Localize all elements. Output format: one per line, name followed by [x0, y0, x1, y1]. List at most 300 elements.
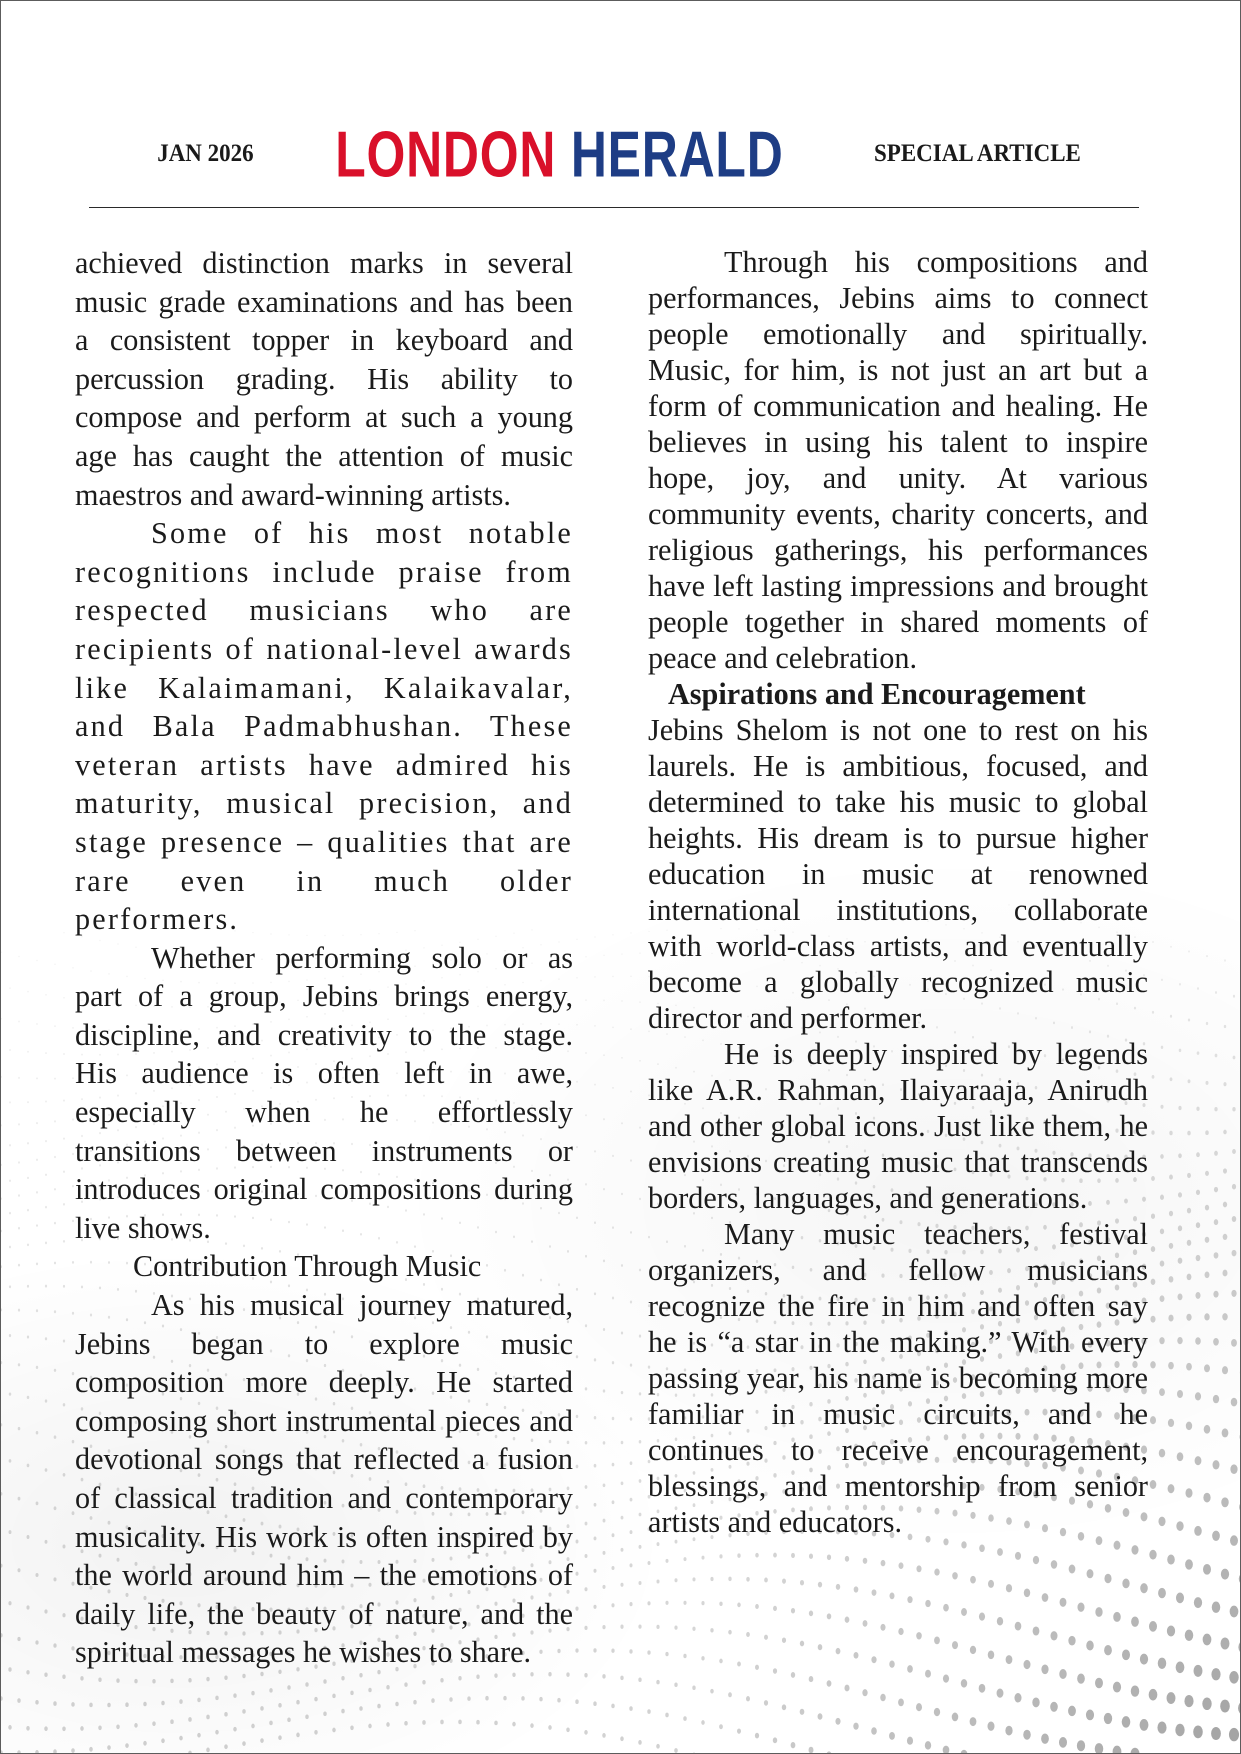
halftone-dot: [8, 1667, 11, 1671]
halftone-dot: [925, 1741, 931, 1750]
halftone-dot: [1205, 1237, 1210, 1243]
halftone-dot: [621, 1481, 624, 1485]
halftone-dot: [143, 1702, 146, 1707]
halftone-dot: [1188, 950, 1190, 952]
halftone-dot: [1231, 1398, 1237, 1407]
halftone-dot: [206, 1677, 209, 1681]
halftone-dot: [1195, 1292, 1200, 1299]
halftone-dot: [1178, 1106, 1181, 1110]
halftone-dot: [1069, 1565, 1076, 1574]
halftone-dot: [395, 1702, 398, 1707]
halftone-dot: [997, 1689, 1004, 1698]
halftone-dot: [332, 1694, 335, 1699]
halftone-dot: [45, 1337, 47, 1340]
halftone-dot: [269, 1688, 272, 1693]
halftone-dot: [557, 1698, 560, 1703]
halftone-dot: [1213, 1291, 1218, 1298]
halftone-dot: [18, 1264, 20, 1267]
halftone-dot: [350, 1691, 353, 1696]
halftone-dot: [1050, 1631, 1057, 1640]
halftone-dot: [72, 1153, 74, 1155]
halftone-dot: [639, 952, 640, 954]
halftone-dot: [584, 1673, 587, 1677]
halftone-dot: [9, 1530, 12, 1534]
halftone-dot: [242, 1709, 245, 1714]
halftone-dot: [594, 1150, 596, 1152]
halftone-dot: [72, 1312, 74, 1315]
halftone-dot: [764, 1700, 768, 1706]
halftone-dot: [1, 1164, 2, 1166]
halftone-dot: [1185, 1630, 1194, 1641]
halftone-dot: [1169, 1211, 1173, 1217]
halftone-dot: [1, 951, 2, 953]
halftone-dot: [72, 1372, 74, 1375]
halftone-dot: [1185, 1488, 1192, 1497]
halftone-dot: [1068, 1706, 1076, 1717]
halftone-dot: [314, 1697, 317, 1702]
halftone-dot: [1211, 1727, 1221, 1740]
halftone-dot: [1167, 1692, 1176, 1704]
halftone-dot: [566, 1727, 570, 1732]
halftone-dot: [1206, 1022, 1208, 1025]
halftone-dot: [63, 1545, 66, 1549]
halftone-dot: [260, 1738, 264, 1743]
halftone-dot: [1231, 1290, 1236, 1297]
halftone-dot: [836, 1648, 841, 1654]
halftone-dot: [621, 1122, 623, 1124]
halftone-dot: [773, 1553, 777, 1558]
halftone-dot: [1041, 1664, 1048, 1674]
halftone-dot: [934, 1708, 940, 1716]
halftone-dot: [575, 1607, 578, 1611]
halftone-dot: [27, 1464, 30, 1468]
halftone-dot: [251, 1724, 255, 1729]
halftone-dot: [9, 1212, 11, 1215]
halftone-dot: [881, 1560, 886, 1566]
paragraph: achieved distinction marks in several music grade examinations and has been a consistent topper in keyboard and percussion grading. His ability to compose and perform at such a young age has caught the attention of music maestros and award-winning artists.: [75, 246, 573, 512]
halftone-dot: [1, 1492, 2, 1496]
halftone-dot: [521, 1696, 524, 1701]
halftone-dot: [45, 1206, 47, 1209]
halftone-dot: [612, 1463, 615, 1467]
halftone-dot: [1151, 1176, 1155, 1181]
halftone-dot: [979, 1613, 985, 1621]
halftone-dot: [987, 1722, 994, 1731]
halftone-dot: [827, 1680, 832, 1686]
halftone-dot: [54, 1156, 56, 1158]
halftone-dot: [18, 1123, 20, 1125]
halftone-dot: [27, 1285, 29, 1288]
halftone-dot: [188, 1717, 192, 1722]
halftone-dot: [1113, 1612, 1121, 1622]
halftone-dot: [54, 1188, 56, 1190]
halftone-dot: [782, 1637, 786, 1643]
halftone-dot: [9, 1180, 11, 1182]
halftone-dot: [791, 1608, 795, 1613]
halftone-dot: [9, 1459, 12, 1463]
halftone-dot: [1230, 1606, 1239, 1618]
halftone-dot: [44, 1609, 47, 1613]
halftone-dot: [63, 1403, 66, 1406]
halftone-dot: [152, 1679, 155, 1684]
halftone-dot: [656, 1680, 659, 1685]
halftone-dot: [1151, 1130, 1154, 1134]
halftone-dot: [54, 1310, 56, 1313]
halftone-dot: [45, 1052, 46, 1054]
halftone-dot: [755, 1553, 759, 1558]
halftone-dot: [639, 1513, 642, 1517]
halftone-dot: [1, 1423, 2, 1426]
halftone-dot: [674, 1683, 677, 1688]
halftone-dot: [612, 934, 613, 935]
section-label: SPECIAL ARTICLE: [873, 140, 1081, 167]
halftone-dot: [702, 1556, 705, 1560]
halftone-dot: [1206, 955, 1208, 957]
halftone-dot: [585, 956, 586, 958]
halftone-dot: [1231, 1339, 1237, 1347]
halftone-dot: [1, 1361, 2, 1364]
halftone-dot: [925, 1670, 931, 1678]
halftone-dot: [27, 991, 28, 993]
halftone-dot: [603, 1389, 605, 1392]
halftone-dot: [585, 1387, 587, 1390]
halftone-dot: [197, 1698, 200, 1703]
halftone-dot: [1168, 1484, 1175, 1493]
halftone-dot: [602, 1585, 605, 1589]
halftone-dot: [1230, 1535, 1238, 1546]
halftone-dot: [710, 1577, 713, 1581]
halftone-dot: [54, 1222, 56, 1225]
halftone-dot: [1215, 1054, 1218, 1058]
halftone-dot: [630, 1090, 632, 1092]
halftone-dot: [863, 1620, 868, 1627]
halftone-dot: [71, 1748, 75, 1753]
halftone-dot: [1, 1564, 3, 1568]
halftone-dot: [576, 1465, 579, 1469]
halftone-dot: [1160, 1195, 1164, 1200]
halftone-dot: [1203, 1564, 1211, 1575]
halftone-dot: [63, 1203, 65, 1206]
halftone-dot: [683, 1716, 686, 1721]
halftone-dot: [611, 1649, 614, 1653]
halftone-dot: [170, 1679, 173, 1684]
halftone-dot: [1186, 1363, 1192, 1371]
halftone-dot: [1195, 1337, 1201, 1344]
halftone-dot: [746, 1632, 750, 1637]
halftone-dot: [988, 1650, 995, 1659]
halftone-dot: [863, 1558, 868, 1564]
halftone-dot: [1187, 1274, 1192, 1281]
halftone-dot: [647, 1650, 650, 1654]
halftone-dot: [845, 1617, 850, 1623]
halftone-dot: [576, 1355, 578, 1358]
halftone-dot: [323, 1679, 326, 1684]
halftone-dot: [54, 964, 55, 966]
halftone-dot: [594, 936, 595, 937]
halftone-dot: [612, 1226, 614, 1229]
halftone-dot: [629, 1649, 632, 1653]
halftone-dot: [36, 1077, 38, 1079]
halftone-dot: [63, 1171, 65, 1173]
halftone-dot: [719, 1659, 723, 1664]
halftone-dot: [1, 1696, 3, 1701]
halftone-dot: [431, 1698, 434, 1703]
halftone-dot: [1131, 1685, 1139, 1696]
halftone-dot: [1161, 979, 1163, 981]
halftone-dot: [72, 1118, 74, 1120]
halftone-dot: [1160, 1105, 1163, 1109]
halftone-dot: [53, 1701, 56, 1706]
halftone-dot: [35, 1700, 38, 1705]
halftone-dot: [1187, 1208, 1191, 1214]
halftone-dot: [576, 1540, 579, 1544]
halftone-dot: [630, 1301, 632, 1304]
halftone-dot: [961, 1750, 968, 1754]
halftone-dot: [62, 1726, 66, 1731]
halftone-dot: [773, 1737, 777, 1743]
halftone-dot: [746, 1696, 750, 1701]
halftone-dot: [1059, 1737, 1067, 1748]
halftone-dot: [63, 1100, 65, 1102]
halftone-dot: [1149, 1550, 1156, 1560]
halftone-dot: [1140, 1654, 1148, 1665]
halftone-dot: [1203, 1634, 1212, 1646]
halftone-dot: [594, 1221, 596, 1224]
halftone-dot: [1150, 1316, 1155, 1323]
halftone-dot: [612, 1155, 614, 1157]
halftone-dot: [898, 1699, 904, 1707]
halftone-dot: [764, 1578, 768, 1583]
halftone-dot: [44, 1726, 48, 1731]
halftone-dot: [809, 1554, 813, 1559]
halftone-dot: [1188, 1079, 1191, 1083]
halftone-dot: [602, 1625, 605, 1629]
halftone-dot: [1197, 1051, 1200, 1055]
halftone-dot: [827, 1554, 831, 1560]
halftone-dot: [1157, 1722, 1166, 1734]
halftone-dot: [116, 1724, 120, 1729]
halftone-dot: [862, 1689, 867, 1696]
halftone-dot: [440, 1678, 443, 1683]
halftone-dot: [1205, 1171, 1209, 1176]
halftone-dot: [639, 1335, 641, 1338]
halftone-dot: [71, 1702, 74, 1707]
halftone-dot: [656, 1625, 659, 1629]
halftone-dot: [1, 1018, 2, 1020]
halftone-dot: [1114, 1541, 1121, 1550]
halftone-dot: [791, 1672, 795, 1678]
halftone-dot: [1178, 1225, 1182, 1231]
halftone-dot: [125, 1743, 129, 1748]
halftone-dot: [665, 1713, 668, 1718]
halftone-dot: [296, 1700, 299, 1705]
halftone-dot: [620, 1583, 623, 1587]
halftone-dot: [602, 1674, 605, 1678]
halftone-dot: [1, 1076, 2, 1078]
halftone-dot: [1204, 1313, 1209, 1320]
halftone-dot: [710, 1628, 713, 1632]
halftone-dot: [674, 1625, 677, 1629]
halftone-dot: [494, 1673, 497, 1677]
halftone-dot: [1176, 1521, 1183, 1531]
halftone-dot: [1104, 1574, 1111, 1583]
halftone-dot: [72, 1511, 75, 1515]
halftone-dot: [1006, 1655, 1013, 1664]
halftone-dot: [27, 1101, 29, 1103]
halftone-dot: [594, 1084, 596, 1086]
halftone-dot: [63, 1240, 65, 1243]
halftone-dot: [368, 1724, 372, 1729]
halftone-dot: [1169, 1276, 1174, 1282]
halftone-dot: [1178, 1258, 1183, 1264]
halftone-dot: [629, 1706, 632, 1711]
halftone-dot: [1095, 1678, 1103, 1689]
halftone-dot: [621, 1057, 622, 1059]
halftone-dot: [18, 956, 19, 958]
halftone-dot: [8, 1601, 11, 1605]
halftone-dot: [458, 1720, 462, 1725]
halftone-dot: [27, 1177, 29, 1179]
halftone-dot: [1212, 1602, 1221, 1613]
halftone-dot: [612, 1417, 615, 1420]
halftone-dot: [72, 1077, 74, 1079]
halftone-dot: [341, 1709, 344, 1714]
halftone-dot: [594, 1292, 596, 1295]
halftone-dot: [18, 1309, 20, 1312]
halftone-dot: [603, 1054, 604, 1056]
halftone-dot: [1194, 1526, 1202, 1536]
halftone-dot: [612, 1087, 614, 1089]
article-column-right: [648, 244, 1148, 1540]
halftone-dot: [27, 1142, 29, 1144]
halftone-dot: [630, 1364, 632, 1367]
halftone-dot: [18, 1077, 20, 1079]
halftone-dot: [1041, 1734, 1049, 1744]
halftone-dot: [844, 1685, 849, 1692]
halftone-dot: [629, 1563, 632, 1567]
halftone-dot: [9, 1049, 10, 1051]
halftone-dot: [116, 1678, 119, 1683]
halftone-dot: [728, 1577, 731, 1581]
halftone-dot: [1060, 1598, 1067, 1607]
halftone-dot: [1158, 1588, 1166, 1598]
paragraph: Whether performing solo or as part of a group, Jebins brings energy, discipline, and creativity to the stage. His audience is often left in awe, especially when he effortlessly transitions between instruments or introduces original compositions during live shows.: [75, 940, 573, 1245]
halftone-dot: [701, 1601, 704, 1605]
halftone-dot: [943, 1674, 949, 1682]
halftone-dot: [269, 1721, 273, 1726]
halftone-dot: [1232, 1250, 1237, 1257]
halftone-dot: [98, 1677, 101, 1681]
halftone-dot: [630, 1028, 631, 1030]
halftone-dot: [36, 1224, 38, 1227]
halftone-dot: [764, 1635, 768, 1640]
halftone-dot: [54, 1262, 56, 1265]
halftone-dot: [1059, 1669, 1066, 1679]
halftone-dot: [1223, 1082, 1226, 1086]
halftone-dot: [1211, 1668, 1220, 1680]
halftone-dot: [585, 1183, 587, 1185]
halftone-dot: [242, 1741, 246, 1746]
halftone-dot: [18, 1194, 20, 1197]
halftone-dot: [45, 1468, 48, 1472]
halftone-dot: [1221, 1497, 1228, 1507]
halftone-dot: [889, 1593, 894, 1600]
paragraph: He is deeply inspired by legends like A.R. Rahman, Ilaiyaraaja, Anirudh and other global icons. Just like them, he envisions creating music that transcends borders, languages, and generations.: [648, 1037, 1148, 1215]
halftone-dot: [791, 1553, 795, 1558]
halftone-dot: [27, 1243, 29, 1246]
halftone-dot: [1222, 1313, 1228, 1320]
halftone-dot: [1213, 1460, 1220, 1469]
halftone-dot: [1214, 1187, 1218, 1193]
halftone-dot: [1178, 1153, 1182, 1158]
halftone-dot: [872, 1589, 877, 1595]
halftone-dot: [45, 1399, 48, 1402]
halftone-dot: [1222, 1366, 1228, 1374]
halftone-dot: [1205, 1130, 1209, 1135]
halftone-dot: [575, 1572, 578, 1576]
halftone-dot: [107, 1745, 111, 1750]
halftone-dot: [1212, 1531, 1220, 1541]
halftone-dot: [233, 1693, 236, 1698]
halftone-dot: [809, 1611, 813, 1617]
halftone-dot: [943, 1604, 949, 1612]
halftone-dot: [296, 1733, 300, 1738]
paragraph: Many music teachers, festival organizers, and fellow musicians recognize the fire in him and often say he is “a star in the making.” With every passing year, his name is becoming more familiar in music circuits, and he continues to receive encouragement, blessings, and mentorship from senior artists and educators.: [648, 1217, 1148, 1539]
halftone-dot: [639, 1479, 642, 1483]
halftone-dot: [1, 1230, 2, 1233]
halftone-dot: [638, 1740, 642, 1745]
halftone-dot: [539, 1697, 542, 1702]
halftone-dot: [476, 1720, 480, 1725]
halftone-dot: [576, 977, 577, 979]
halftone-dot: [1203, 1493, 1210, 1503]
halftone-dot: [621, 1548, 624, 1552]
halftone-dot: [1140, 1583, 1148, 1593]
halftone-dot: [36, 1263, 38, 1266]
halftone-dot: [1179, 1049, 1182, 1052]
halftone-dot: [1095, 1743, 1104, 1754]
halftone-dot: [1196, 1222, 1200, 1228]
halftone-dot: [961, 1541, 966, 1548]
halftone-dot: [54, 1078, 56, 1080]
halftone-dot: [54, 1369, 56, 1372]
header-divider: [89, 207, 1139, 208]
halftone-dot: [386, 1685, 389, 1690]
halftone-dot: [1, 1633, 3, 1637]
halftone-dot: [80, 1726, 84, 1731]
halftone-dot: [224, 1712, 227, 1717]
halftone-dot: [854, 1652, 859, 1659]
halftone-dot: [566, 1672, 569, 1676]
halftone-dot: [1151, 1213, 1155, 1218]
halftone-dot: [684, 1557, 687, 1561]
halftone-dot: [63, 1473, 66, 1477]
halftone-dot: [1178, 1192, 1182, 1197]
halftone-dot: [639, 1001, 640, 1003]
halftone-dot: [782, 1579, 786, 1584]
halftone-dot: [1233, 1056, 1236, 1060]
halftone-dot: [907, 1596, 912, 1603]
halftone-dot: [880, 1694, 886, 1701]
halftone-dot: [728, 1692, 732, 1697]
halftone-dot: [630, 1231, 632, 1234]
halftone-dot: [575, 1648, 578, 1652]
halftone-dot: [36, 1309, 38, 1312]
halftone-dot: [1150, 1416, 1156, 1424]
halftone-dot: [45, 1242, 47, 1245]
halftone-dot: [63, 1053, 64, 1055]
halftone-dot: [880, 1624, 885, 1631]
